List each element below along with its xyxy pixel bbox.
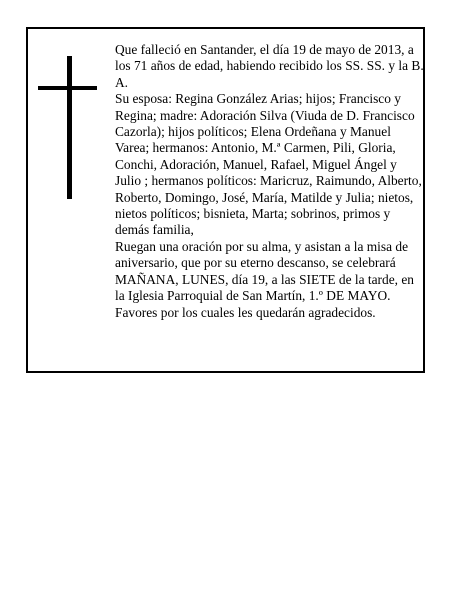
notice-paragraph-mass: Ruegan una oración por su alma, y asistan a la misa de aniversario, que por su eterno descanso, se celebrará MAÑANA, LUNES, día 19, a las SIETE de la tarde, en la Iglesia Parroquial de San Martín, 1.º DE MAYO. xyxy=(115,238,414,304)
notice-text xyxy=(115,42,425,321)
notice-paragraph-thanks: Favores por los cuales les quedarán agradecidos. xyxy=(115,304,376,320)
cross-vertical-bar xyxy=(67,56,72,199)
cross-horizontal-bar xyxy=(38,86,97,90)
notice-paragraph-death: Que falleció en Santander, el día 19 de mayo de 2013, a los 71 años de edad, habiendo recibido los SS. SS. y la B. A. xyxy=(115,42,424,90)
obituary-notice xyxy=(26,27,425,373)
notice-paragraph-family: Su esposa: Regina González Arias; hijos; Francisco y Regina; madre: Adoración Silva (Viuda de D. Francisco Cazorla); hijos políticos; Elena Ordeñana y Manuel Varea; hermanos: Antonio, M.ª Carmen, Pili, Gloria, Conchi, Adoración, Manuel, Rafael, Miguel Ángel y Julio ; hermanos políticos: Maricruz, Raimundo, Alberto, Roberto, Domingo, José, María, Matilde y Julia; nietos, nietos políticos; bisnieta, Marta; sobrinos, primos y demás familia, xyxy=(115,91,422,238)
